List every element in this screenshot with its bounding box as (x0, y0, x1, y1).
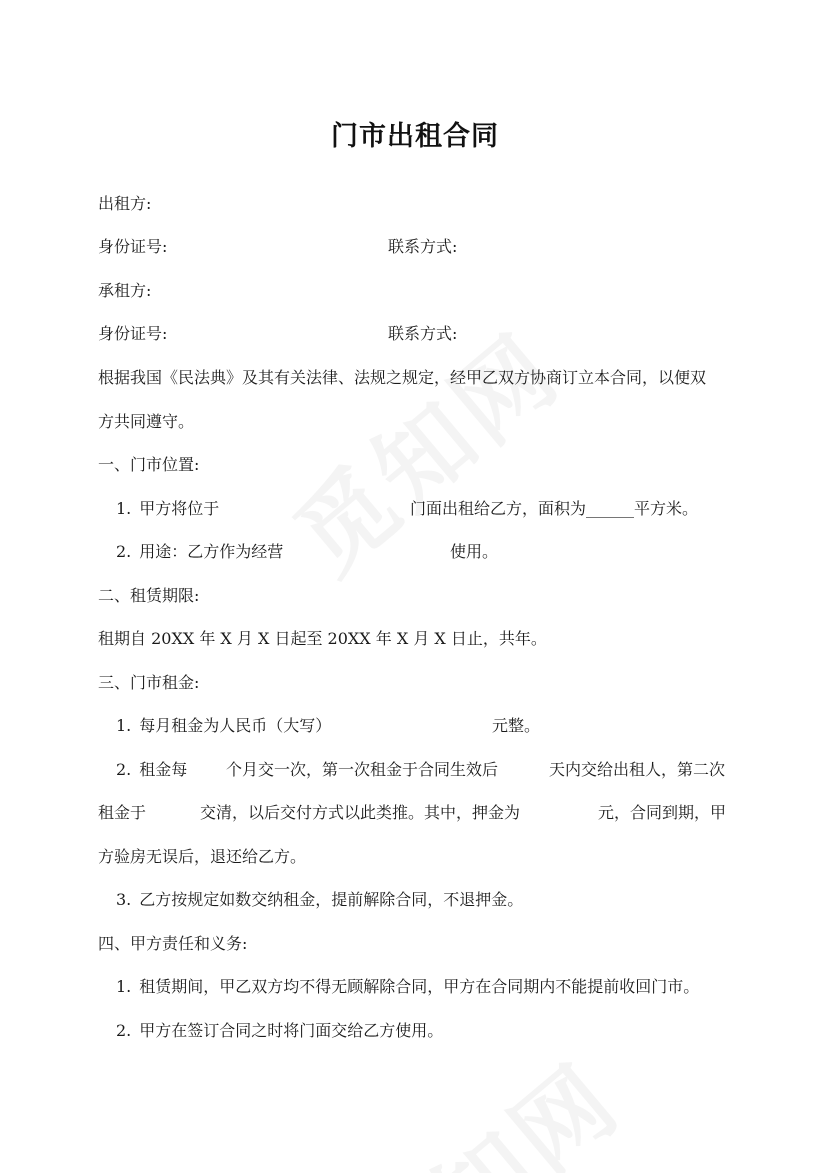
item-text: 每月租金为人民币（大写） (139, 716, 332, 735)
item-number: 2. (116, 760, 132, 779)
lessor-id-label: 身份证号: (98, 237, 168, 256)
section-4-item-1 (116, 976, 699, 998)
item-number: 2. (116, 542, 132, 561)
section-3-item-2-line-2-b: 交清，以后交付方式以此类推。其中，押金为 (200, 803, 521, 822)
section-3-item-3 (116, 889, 523, 911)
watermark-bottom (322, 1028, 644, 1173)
lessee-label: 承租方: (98, 281, 152, 300)
item-number: 1. (116, 977, 132, 996)
section-3-item-2-line-2-c: 元，合同到期，甲 (598, 803, 727, 822)
section-4-title: 四、甲方责任和义务: (98, 934, 248, 953)
section-3-title: 三、门市租金: (98, 673, 200, 692)
section-3-item-1 (116, 715, 331, 737)
section-3-item-1-cont: 元整。 (492, 716, 541, 735)
section-4-item-2 (116, 1020, 443, 1042)
intro-line-2: 方共同遵守。 (98, 412, 195, 431)
page-title: 门市出租合同 (331, 121, 499, 152)
lessor-label: 出租方: (98, 194, 152, 213)
section-2-title: 二、租赁期限: (98, 586, 200, 605)
intro-line-1: 根据我国《民法典》及其有关法律、法规之规定，经甲乙双方协商订立本合同，以便双 (98, 368, 707, 387)
lessee-contact-label: 联系方式: (388, 324, 458, 343)
item-text: 甲方将位于 (139, 499, 220, 518)
section-1-title: 一、门市位置: (98, 455, 200, 474)
section-3-item-2-c: 天内交给出租人，第二次 (549, 760, 726, 779)
item-number: 1. (116, 499, 132, 518)
item-text: 用途：乙方作为经营 (139, 542, 284, 561)
section-1-item-1-cont: 门面出租给乙方，面积为______平方米。 (410, 499, 699, 518)
section-3-item-2-line-2-a: 租金于 (98, 803, 147, 822)
section-1-item-2 (116, 541, 283, 563)
item-text: 租赁期间，甲乙双方均不得无顾解除合同，甲方在合同期内不能提前收回门市。 (139, 977, 700, 996)
section-1-item-2-cont: 使用。 (450, 542, 499, 561)
lessor-contact-label: 联系方式: (388, 237, 458, 256)
section-3-item-2-line-3: 方验房无误后，退还给乙方。 (98, 847, 307, 866)
item-number: 1. (116, 716, 132, 735)
item-text: 甲方在签订合同之时将门面交给乙方使用。 (139, 1021, 444, 1040)
section-2-text: 租期自 20XX 年 X 月 X 日起至 20XX 年 X 月 X 日止，共年。 (98, 629, 547, 648)
section-3-item-2-b: 个月交一次，第一次租金于合同生效后 (226, 760, 499, 779)
lessee-id-label: 身份证号: (98, 324, 168, 343)
item-text: 乙方按规定如数交纳租金，提前解除合同，不退押金。 (139, 890, 524, 909)
item-text: 租金每 (139, 760, 188, 779)
item-number: 3. (116, 890, 132, 909)
section-1-item-1 (116, 498, 219, 520)
item-number: 2. (116, 1021, 132, 1040)
section-3-item-2 (116, 759, 187, 781)
